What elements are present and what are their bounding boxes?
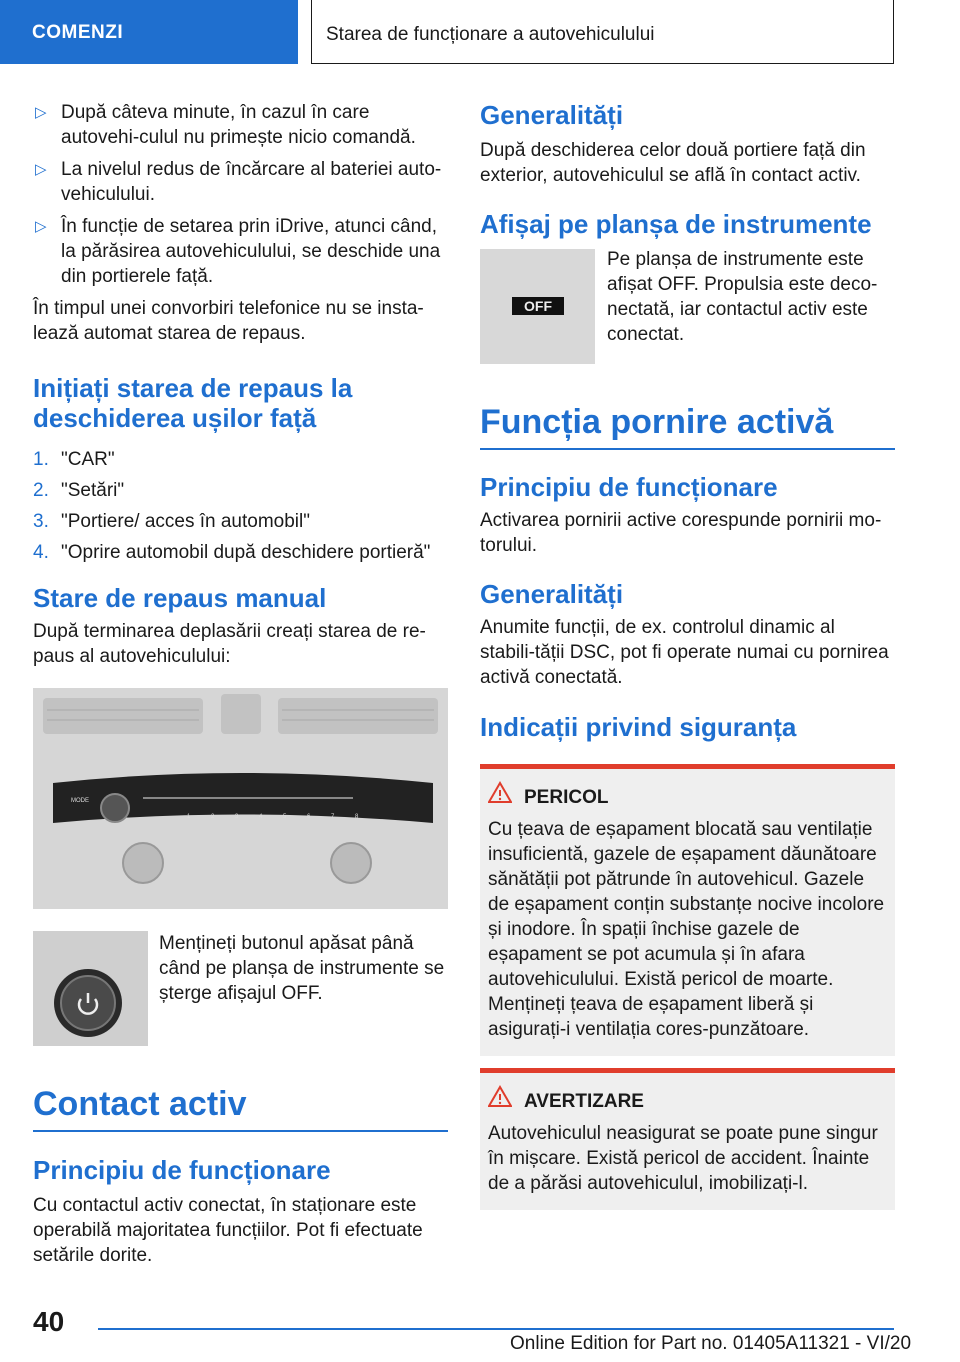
off-badge: OFF bbox=[512, 297, 564, 315]
danger-title: PERICOL bbox=[524, 787, 609, 808]
triangle-bullet-icon: ▷ bbox=[35, 104, 47, 121]
general2-text: Anumite funcții, de ex. controlul dinamic al stabili-tății DSC, pot fi operate numai cu pornirea activă conectată. bbox=[480, 617, 889, 688]
edition-text: Online Edition for Part no. 01405A11321 - VI/20 bbox=[510, 1333, 912, 1354]
warning-title: AVERTIZARE bbox=[524, 1091, 644, 1112]
section-label: COMENZI bbox=[32, 22, 124, 43]
chapter-title: Starea de funcționare a autovehiculului bbox=[326, 24, 655, 45]
step-item: 1. "CAR" bbox=[33, 449, 115, 470]
left-column bbox=[33, 100, 448, 1268]
warning-triangle-icon bbox=[488, 781, 512, 805]
svg-text:5: 5 bbox=[283, 814, 287, 820]
heading-initiate-sleep: Inițiați starea de repaus la deschiderea ușilor față bbox=[33, 373, 353, 433]
chapter-header bbox=[311, 0, 894, 64]
display-text: Pe planșa de instrumente este afișat OFF. Propulsia este deco-nectată, iar contactul activ este conectat. bbox=[607, 249, 878, 345]
danger-box bbox=[480, 764, 895, 1056]
svg-text:3: 3 bbox=[235, 814, 239, 820]
section-tab bbox=[0, 0, 298, 64]
hold-button-block bbox=[33, 931, 448, 1046]
triangle-bullet-icon: ▷ bbox=[35, 161, 47, 178]
svg-text:6: 6 bbox=[307, 814, 311, 820]
heading-manual-sleep: Stare de repaus manual bbox=[33, 583, 327, 613]
triangle-bullet-icon: ▷ bbox=[35, 218, 47, 235]
footer-divider bbox=[98, 1328, 894, 1330]
off-display-image bbox=[480, 249, 595, 364]
right-column bbox=[480, 100, 895, 1210]
general-text: După deschiderea celor două portiere față din exterior, autovehiculul se află în contact activ. bbox=[480, 140, 866, 186]
mode-label: MODE bbox=[71, 798, 89, 804]
heading-display: Afișaj pe planșa de instrumente bbox=[480, 209, 872, 239]
svg-text:7: 7 bbox=[331, 814, 335, 820]
heading-active-start: Funcția pornire activă bbox=[480, 402, 895, 450]
heading-general-2: Generalități bbox=[480, 579, 624, 609]
svg-text:4: 4 bbox=[259, 814, 263, 820]
step-item: 4. "Oprire automobil după deschidere portieră" bbox=[33, 542, 431, 563]
page-number: 40 bbox=[33, 1306, 65, 1337]
heading-safety: Indicații privind siguranța bbox=[480, 712, 797, 742]
step-item: 2. "Setări" bbox=[33, 480, 125, 501]
list-item: ▷ După câteva minute, în cazul în care autovehi-culul nu primește nicio comandă. bbox=[35, 102, 416, 148]
svg-text:8: 8 bbox=[355, 814, 359, 820]
step-item: 3. "Portiere/ acces în automobil" bbox=[33, 511, 310, 532]
svg-text:1: 1 bbox=[187, 814, 191, 820]
note-text: În timpul unei convorbiri telefonice nu se insta-lează automat starea de repaus. bbox=[33, 298, 424, 344]
list-item: ▷ În funcție de setarea prin iDrive, atunci când, la părăsirea autovehiculului, se deschide una din portierele față. bbox=[35, 216, 441, 287]
list-item: ▷ La nivelul redus de încărcare al bateriei auto-vehiculului. bbox=[35, 159, 442, 205]
warning-text: Autovehiculul neasigurat se poate pune singur în mișcare. Există pericol de accident. Înainte de a părăsi autovehiculul, imobilizați-l. bbox=[488, 1123, 878, 1194]
manual-text: După terminarea deplasării creați starea de re-paus al autovehiculului: bbox=[33, 621, 426, 667]
principle-text: Cu contactul activ conectat, în staționare este operabilă majoritatea funcțiilor. Pot fi efectuate setările dorite. bbox=[33, 1195, 423, 1266]
warning-box bbox=[480, 1068, 895, 1210]
heading-contact-active: Contact activ bbox=[33, 1084, 448, 1132]
heading-principle: Principiu de funcționare bbox=[33, 1155, 331, 1185]
heading-principle-2: Principiu de funcționare bbox=[480, 472, 778, 502]
principle-text-2: Activarea pornirii active corespunde pornirii mo-torului. bbox=[480, 510, 882, 556]
hold-text: Mențineți butonul apăsat până când pe planșa de instrumente se șterge afișajul OFF. bbox=[159, 933, 445, 1004]
danger-text: Cu țeava de eșapament blocată sau ventilație insuficientă, gazele de eșapament dăunătoare sănătății pot pătrunde în autovehicul. Gazele de eșapament conțin substanțe nocive incolore și inodore. În spații închise gazele de eșapament se pot acumula și în afara autovehiculului. Există pericol de moarte. Mențineți țeava de eșapament liberă și asigurați-i ventilația cores-punzătoare. bbox=[488, 819, 885, 1040]
off-display-block bbox=[480, 249, 895, 364]
svg-text:2: 2 bbox=[211, 814, 215, 820]
power-button-image bbox=[33, 931, 148, 1046]
warning-triangle-icon bbox=[488, 1085, 512, 1109]
center-console-image bbox=[33, 688, 448, 909]
heading-general: Generalități bbox=[480, 100, 624, 130]
